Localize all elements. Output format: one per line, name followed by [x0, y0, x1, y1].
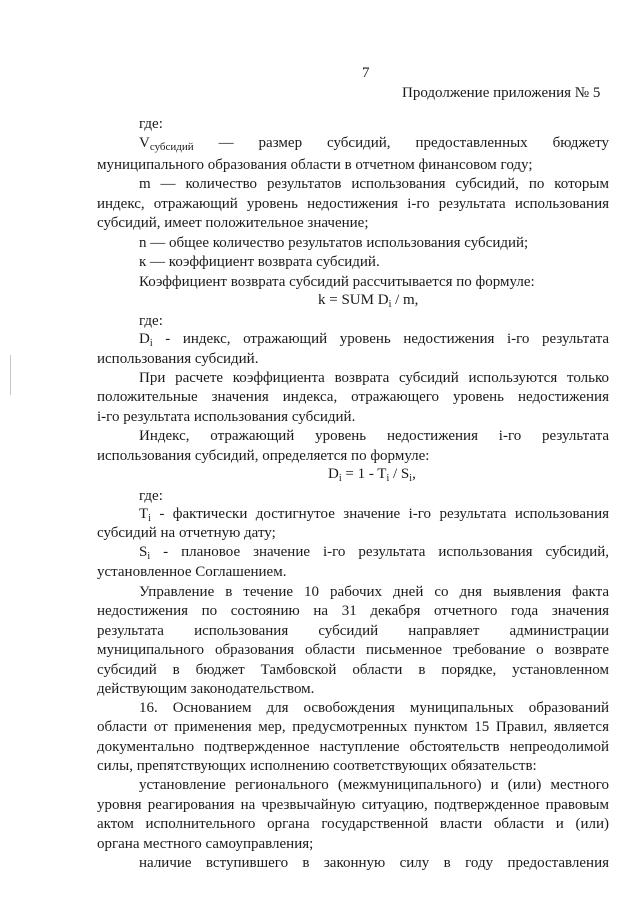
management-line-6: действующим законодательством.: [97, 681, 315, 697]
d-sub: i: [149, 338, 153, 349]
d-symbol: D: [139, 331, 150, 347]
s-definition-line-2: установленное Соглашением.: [97, 564, 287, 580]
formula-d: [328, 466, 416, 483]
t-definition-line-2: субсидий на отчетную дату;: [97, 525, 276, 541]
t-definition-line-1: [139, 506, 609, 523]
where-label-3: где:: [139, 488, 163, 504]
n-definition: n — общее количество результатов использования субсидий;: [139, 235, 529, 251]
d-definition-line-2: использования субсидий.: [97, 351, 259, 367]
calc-line-3: i-го результата использования субсидий.: [97, 409, 356, 425]
formula-d-c: / S: [389, 466, 410, 482]
page-number: 7: [362, 65, 370, 81]
calc-line-2: положительные значения индекса, отражающего уровень недостижения: [97, 389, 609, 405]
formula-k-right: / m,: [391, 292, 419, 308]
continuation-header: Продолжение приложения № 5: [402, 85, 601, 101]
formula-k-sub: i: [388, 299, 392, 310]
management-line-4: муниципального образования области письменное требование о возврате: [97, 642, 609, 658]
formula-k-left: k = SUM D: [318, 292, 389, 308]
s-definition-text: - плановое значение i-го результата использования субсидий,: [163, 544, 609, 560]
emergency-line-2: уровня реагирования на чрезвычайную ситуацию, подтвержденное правовым: [97, 797, 609, 813]
index-line-1: Индекс, отражающий уровень недостижения i-го результата: [139, 428, 609, 444]
m-definition-line-3: субсидий, имеет положительное значение;: [97, 215, 369, 231]
m-definition-line-2: индекс, отражающий уровень недостижения i-го результата использования: [97, 196, 609, 212]
v-term: [139, 135, 194, 151]
calc-line-1: При расчете коэффициента возврата субсидий используются только: [139, 370, 609, 386]
index-line-2: использования субсидий, определяется по формуле:: [97, 448, 430, 464]
v-word: бюджету: [552, 135, 610, 151]
t-sub: i: [148, 513, 151, 524]
management-line-3: результата использования субсидий направляет администрации: [97, 623, 609, 639]
t-term: [139, 506, 151, 522]
v-word: размер: [258, 135, 303, 151]
formula-d-b-sub: i: [386, 473, 390, 484]
v-definition-line-1: [97, 135, 609, 152]
s-term: [139, 544, 150, 560]
d-definition-text: - индекс, отражающий уровень недостижения i-го результата: [165, 331, 609, 347]
v-word: предоставленных: [415, 135, 528, 151]
management-line-1: Управление в течение 10 рабочих дней со дня выявления факта: [139, 584, 609, 600]
paragraph16-line-3: документально подтвержденное наступление обстоятельств непреодолимой: [97, 739, 609, 755]
paragraph16-line-2: области от применения мер, предусмотренных пунктом 15 Правил, является: [97, 719, 609, 735]
paragraph16-line-1: 16. Основанием для освобождения муниципальных образований: [139, 700, 609, 716]
t-symbol: T: [139, 506, 149, 522]
t-definition-text: - фактически достигнутое значение i-го результата использования: [159, 506, 609, 522]
formula-d-d: ,: [412, 466, 416, 482]
emergency-line-3: актом исполнительного органа государственной власти области и (или): [97, 816, 609, 832]
m-definition-line-1: m — количество результатов использования субсидий, по которым: [139, 176, 609, 192]
s-sub: i: [147, 551, 151, 562]
management-line-2: недостижения по состоянию на 31 декабря отчетного года значения: [97, 603, 609, 619]
d-term: [139, 331, 153, 347]
v-word: субсидий,: [327, 135, 391, 151]
management-line-5: субсидий в бюджет Тамбовской области в порядке, установленном: [97, 662, 609, 678]
v-subscript: субсидий: [149, 141, 194, 153]
formula-k: [318, 292, 418, 309]
coefficient-intro: Коэффициент возврата субсидий рассчитывается по формуле:: [139, 274, 535, 290]
formula-d-a-sub: i: [338, 473, 342, 484]
emergency-line-1: установление регионального (межмуниципального) и (или) местного: [139, 777, 609, 793]
scan-edge-mark: [10, 355, 11, 395]
where-label-2: где:: [139, 313, 163, 329]
v-dash: —: [218, 135, 234, 151]
emergency-line-4: органа местного самоуправления;: [97, 836, 314, 852]
formula-d-a: D: [328, 466, 339, 482]
v-symbol: V: [139, 135, 150, 151]
court-line-1: наличие вступившего в законную силу в году предоставления: [139, 855, 609, 871]
where-label-1: где:: [139, 116, 163, 132]
k-definition: к — коэффициент возврата субсидий.: [139, 254, 380, 270]
s-symbol: S: [139, 544, 148, 560]
d-definition-line-1: [139, 331, 609, 348]
paragraph16-line-4: силы, препятствующих исполнению соответствующих обязательств:: [97, 758, 537, 774]
formula-d-c-sub: i: [409, 473, 413, 484]
s-definition-line-1: [139, 544, 609, 561]
formula-d-b: = 1 - T: [341, 466, 387, 482]
v-definition-line-2: муниципального образования области в отчетном финансовом году;: [97, 157, 533, 173]
